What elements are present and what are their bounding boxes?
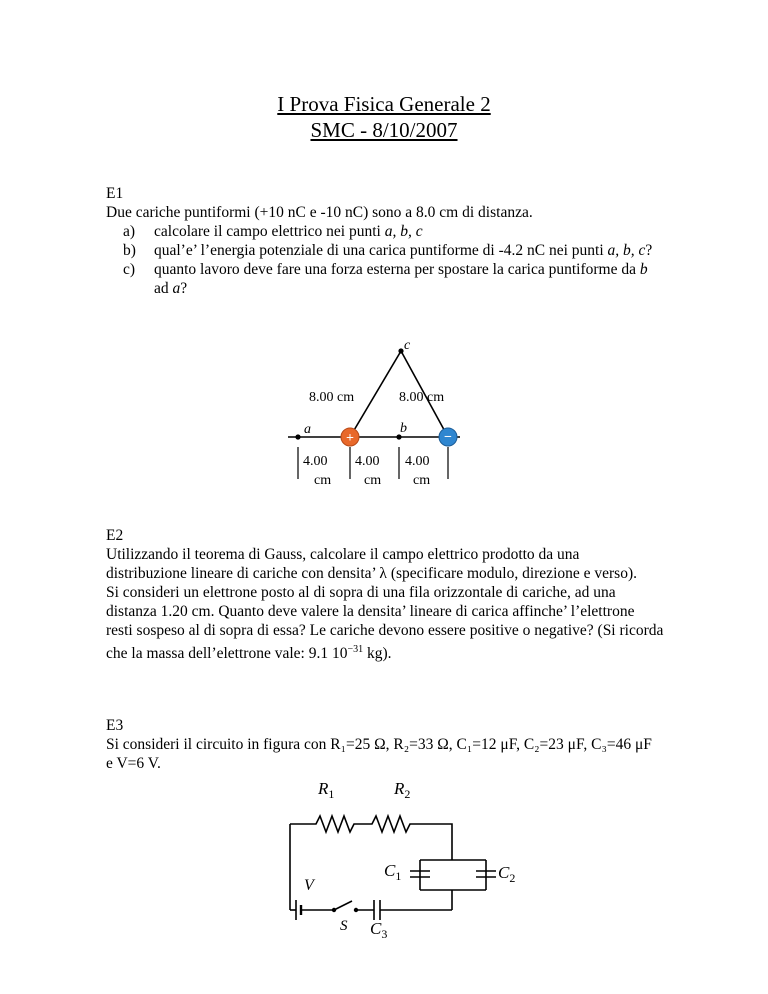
triangle-left-side xyxy=(350,351,401,437)
e2-line-6-end: kg). xyxy=(363,645,392,663)
e1-charges-figure xyxy=(280,335,480,495)
e1-item-b-text: qual’e’ l’energia potenziale di una carica puntiforme di -4.2 nC nei punti xyxy=(154,242,608,259)
label-v: V xyxy=(304,877,314,894)
e1-item-b-italic: a, b, c xyxy=(607,242,646,259)
distance-right-label: 8.00 cm xyxy=(399,390,445,405)
segment-3-unit: cm xyxy=(413,473,431,488)
e2-exponent: −31 xyxy=(347,644,364,655)
resistor-r1-symbol xyxy=(290,816,452,860)
e1-item-b-after: ? xyxy=(645,242,653,259)
switch-contact-right xyxy=(354,908,358,912)
point-c-dot xyxy=(398,348,403,353)
segment-1-value: 4.00 xyxy=(303,454,328,469)
e2-line-6 xyxy=(106,640,392,663)
e3-circuit-figure xyxy=(280,772,520,947)
e1-item-c-italic: b xyxy=(639,261,648,278)
e2-label: E2 xyxy=(106,527,124,544)
positive-charge-sign: + xyxy=(346,431,354,446)
e3-line-1: Si consideri il circuito in figura con R₁=25 Ω, R₂=33 Ω, C₁=12 μF, C₂=23 μF, C₃=46 μF xyxy=(106,736,652,753)
e2-line-2: distribuzione lineare di cariche con densita’ λ (specificare modulo, direzione e verso). xyxy=(106,565,637,582)
point-b-label: b xyxy=(400,421,407,436)
segment-1-unit: cm xyxy=(314,473,332,488)
e1-item-a-italic: a, b, c xyxy=(384,223,423,240)
label-r1: $R_1$ xyxy=(318,779,335,801)
e1-item-c-text: quanto lavoro deve fare una forza esterna per spostare la carica puntiforme da xyxy=(154,261,640,278)
point-a-dot xyxy=(295,434,300,439)
e2-line-3: Si consideri un elettrone posto al di sopra di una fila orizzontale di cariche, ad una xyxy=(106,584,616,601)
e1-item-b-marker: b) xyxy=(123,242,136,259)
e2-line-5: resti sospeso al di sopra di essa? Le cariche devono essere positive o negative? (Si ricorda xyxy=(106,622,664,639)
label-c3: $C_3$ xyxy=(370,919,388,941)
switch-lever xyxy=(334,901,352,910)
page-subtitle: SMC - 8/10/2007 xyxy=(310,118,458,142)
e3-label: E3 xyxy=(106,717,124,734)
e1-item-a-text: calcolare il campo elettrico nei punti xyxy=(154,223,385,240)
point-c-label: c xyxy=(404,338,411,353)
label-r2: $R_2$ xyxy=(394,779,411,801)
e1-intro: Due cariche puntiformi (+10 nC e -10 nC) sono a 8.0 cm di distanza. xyxy=(106,204,533,221)
e1-item-c-marker: c) xyxy=(123,261,136,278)
segment-2-value: 4.00 xyxy=(355,454,380,469)
e1-item-c-cont-after: ? xyxy=(180,280,188,297)
e2-line-6-text: che la massa dell’elettrone vale: 9.1 10 xyxy=(106,645,348,663)
distance-left-label: 8.00 cm xyxy=(309,390,355,405)
e1-item-c-cont-italic: a xyxy=(172,280,181,297)
label-s: S xyxy=(340,918,348,934)
e2-line-1: Utilizzando il teorema di Gauss, calcolare il campo elettrico prodotto da una xyxy=(106,546,580,563)
label-c1: $C_1$ xyxy=(384,861,402,883)
negative-charge-sign: − xyxy=(444,430,452,445)
e3-line-2: e V=6 V. xyxy=(106,755,161,772)
e1-item-c-cont-text: ad xyxy=(154,280,173,297)
point-a-label: a xyxy=(304,422,311,437)
label-c2: $C_2$ xyxy=(498,863,516,885)
segment-2-unit: cm xyxy=(364,473,382,488)
segment-3-value: 4.00 xyxy=(405,454,430,469)
e1-label: E1 xyxy=(106,185,124,202)
page-title: I Prova Fisica Generale 2 xyxy=(277,92,491,116)
e1-item-a-marker: a) xyxy=(123,223,136,240)
switch-contact-left xyxy=(332,908,336,912)
e2-line-4: distanza 1.20 cm. Quanto deve valere la densita’ lineare di carica affinche’ l’elettrone xyxy=(106,603,635,620)
